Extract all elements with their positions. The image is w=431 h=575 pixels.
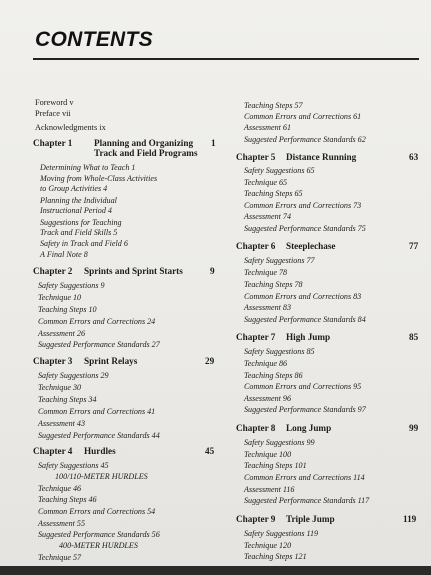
toc-entry: Technique 120 [244, 541, 292, 550]
chapter-7-heading [236, 332, 422, 343]
toc-entry: Technique 78 [244, 268, 288, 277]
title-rule [33, 58, 419, 60]
chapter-page: 99 [409, 423, 419, 433]
chapter-label: Chapter 9 [236, 514, 276, 524]
chapter-label: Chapter 2 [33, 266, 73, 276]
toc-entry: Suggested Performance Standards 56 [38, 530, 160, 539]
toc-entry: Teaching Steps 57 [244, 101, 303, 110]
toc-entry: Common Errors and Corrections 114 [244, 473, 365, 482]
chapter-6-heading [236, 241, 422, 252]
toc-entry: Common Errors and Corrections 95 [244, 382, 362, 391]
toc-entry: Suggested Performance Standards 97 [244, 405, 366, 414]
toc-entry: Teaching Steps 78 [244, 280, 303, 289]
toc-entry: Safety Suggestions 119 [244, 529, 319, 538]
front-matter-preface: Preface vii [35, 109, 71, 118]
toc-entry: Safety Suggestions 77 [244, 256, 315, 265]
toc-entry: Suggested Performance Standards 62 [244, 135, 366, 144]
toc-entry: Technique 65 [244, 178, 288, 187]
chapter-page: 85 [409, 332, 419, 342]
chapter-title: Distance Running [286, 152, 357, 162]
toc-entry: Suggested Performance Standards 44 [38, 431, 160, 440]
toc-entry: Technique 46 [38, 484, 82, 493]
chapter-label: Chapter 3 [33, 356, 73, 366]
toc-entry: Common Errors and Corrections 83 [244, 292, 362, 301]
toc-entry: Common Errors and Corrections 73 [244, 201, 362, 210]
chapter-label: Chapter 5 [236, 152, 276, 162]
toc-entry: Safety Suggestions 99 [244, 438, 315, 447]
toc-entry: Teaching Steps 34 [38, 395, 97, 404]
chapter-page: 63 [409, 152, 419, 162]
toc-entry: Instructional Period 4 [40, 206, 112, 215]
toc-entry: Teaching Steps 10 [38, 305, 97, 314]
photo-bottom-edge [0, 566, 431, 575]
toc-entry: Safety in Track and Field 6 [40, 239, 128, 248]
chapter-title: Steeplechase [286, 241, 336, 251]
chapter-8-heading [236, 423, 422, 434]
chapter-4-heading [33, 446, 218, 457]
toc-entry: Safety Suggestions 29 [38, 371, 109, 380]
toc-entry: Safety Suggestions 65 [244, 166, 315, 175]
chapter-title: Long Jump [286, 423, 332, 433]
toc-entry: Teaching Steps 46 [38, 495, 97, 504]
chapter-5-heading [236, 152, 422, 163]
chapter-page: 29 [205, 356, 215, 366]
toc-entry: Technique 30 [38, 383, 82, 392]
toc-subheading: 100/110-METER HURDLES [55, 472, 148, 481]
chapter-2-heading [33, 266, 218, 277]
toc-entry: Technique 100 [244, 450, 292, 459]
toc-entry: Assessment 96 [244, 394, 291, 403]
toc-entry: to Group Activities 4 [40, 184, 108, 193]
chapter-label: Chapter 6 [236, 241, 276, 251]
toc-entry: Suggested Performance Standards 27 [38, 340, 160, 349]
toc-subheading: 400-METER HURDLES [59, 541, 138, 550]
toc-entry: Technique 86 [244, 359, 288, 368]
toc-entry: Assessment 43 [38, 419, 85, 428]
chapter-page: 1 [211, 138, 216, 148]
toc-entry: Suggested Performance Standards 75 [244, 224, 366, 233]
toc-entry: Common Errors and Corrections 24 [38, 317, 156, 326]
chapter-label: Chapter 8 [236, 423, 276, 433]
toc-entry: Moving from Whole-Class Activities [40, 174, 158, 183]
toc-entry: Assessment 74 [244, 212, 291, 221]
page-title: CONTENTS [35, 28, 153, 51]
toc-entry: A Final Note 8 [40, 250, 88, 259]
toc-entry: Teaching Steps 86 [244, 371, 303, 380]
toc-entry: Suggested Performance Standards 84 [244, 315, 366, 324]
chapter-title: Hurdles [84, 446, 116, 456]
toc-entry: Teaching Steps 65 [244, 189, 303, 198]
toc-entry: Track and Field Skills 5 [40, 228, 118, 237]
chapter-title: Sprint Relays [84, 356, 138, 366]
chapter-1-heading [33, 138, 216, 149]
toc-entry: Suggested Performance Standards 117 [244, 496, 370, 505]
toc-entry: Safety Suggestions 85 [244, 347, 315, 356]
chapter-label: Chapter 4 [33, 446, 73, 456]
front-matter-foreword: Foreword v [35, 98, 74, 107]
chapter-3-heading [33, 356, 218, 367]
chapter-page: 45 [205, 446, 215, 456]
toc-entry: Planning the Individual [40, 196, 117, 205]
toc-entry: Common Errors and Corrections 41 [38, 407, 156, 416]
chapter-title: Triple Jump [286, 514, 335, 524]
toc-entry: Safety Suggestions 9 [38, 281, 105, 290]
chapter-page: 77 [409, 241, 419, 251]
toc-entry: Assessment 55 [38, 519, 85, 528]
chapter-label: Chapter 7 [236, 332, 276, 342]
chapter-page: 119 [403, 514, 417, 524]
chapter-title: Planning and Organizing [94, 138, 194, 148]
toc-entry: Assessment 116 [244, 485, 295, 494]
toc-entry: Technique 57 [38, 553, 82, 562]
toc-entry: Common Errors and Corrections 54 [38, 507, 156, 516]
toc-entry: Assessment 83 [244, 303, 291, 312]
chapter-9-heading [236, 514, 422, 525]
toc-entry: Teaching Steps 101 [244, 461, 307, 470]
chapter-page: 9 [210, 266, 215, 276]
toc-entry: Common Errors and Corrections 61 [244, 112, 362, 121]
toc-entry: Assessment 26 [38, 329, 85, 338]
chapter-label: Chapter 1 [33, 138, 73, 148]
chapter-1-title-line2: Track and Field Programs [94, 148, 198, 158]
front-matter-acknowledgments: Acknowledgments ix [35, 123, 106, 132]
toc-entry: Teaching Steps 121 [244, 552, 307, 561]
toc-entry: Determining What to Teach 1 [40, 163, 136, 172]
toc-entry: Assessment 61 [244, 123, 291, 132]
toc-entry: Suggestions for Teaching [40, 218, 122, 227]
toc-entry: Technique 10 [38, 293, 82, 302]
chapter-title: Sprints and Sprint Starts [84, 266, 183, 276]
toc-entry: Safety Suggestions 45 [38, 461, 109, 470]
chapter-title: High Jump [286, 332, 331, 342]
